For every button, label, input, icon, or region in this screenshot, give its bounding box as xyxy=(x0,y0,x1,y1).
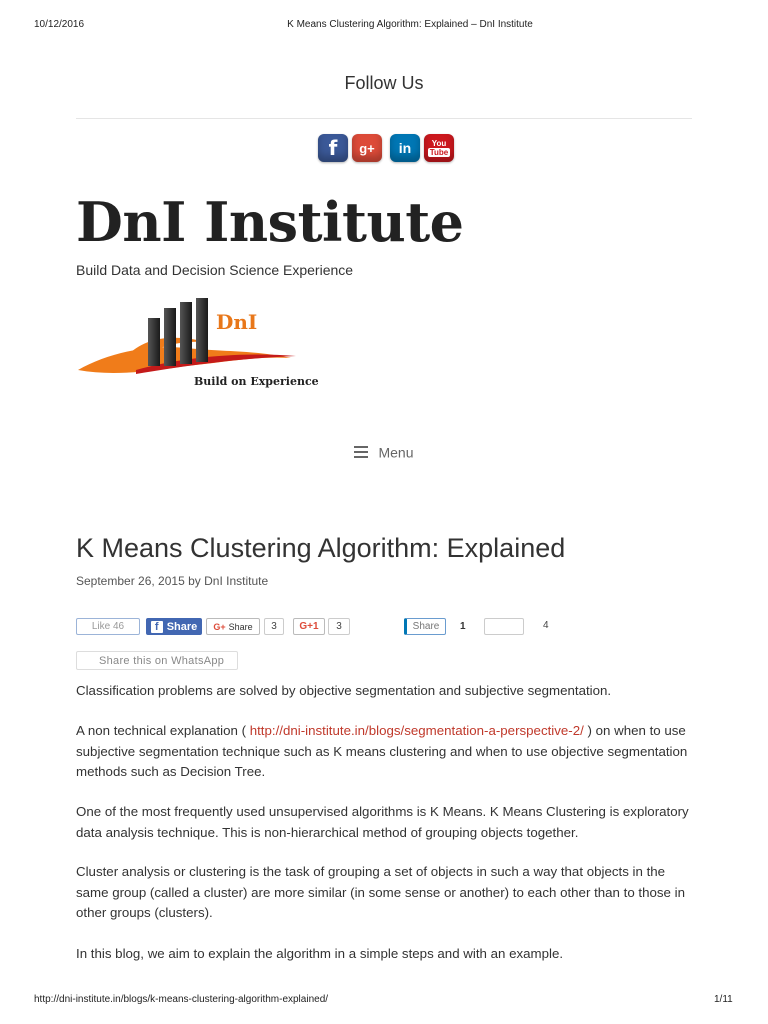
post-date[interactable]: September 26, 2015 xyxy=(76,574,185,588)
logo-text: DnI xyxy=(216,310,258,334)
facebook-icon: f xyxy=(151,621,163,633)
share-button-blank[interactable] xyxy=(484,618,524,635)
logo-slogan: Build on Experience xyxy=(194,375,319,388)
follow-us-heading: Follow Us xyxy=(344,73,424,93)
divider xyxy=(76,118,692,119)
google-plus-icon: G+ xyxy=(213,621,226,632)
linkedin-share-count: 1 xyxy=(460,621,466,632)
print-page-number: 1/11 xyxy=(714,994,733,1005)
post-title: K Means Clustering Algorithm: Explained xyxy=(76,533,566,563)
gplus-one-button[interactable]: G+1 xyxy=(293,618,325,635)
like-count: 46 xyxy=(113,621,125,632)
segmentation-link[interactable]: http://dni-institute.in/blogs/segmentation-a-perspective-2/ xyxy=(249,723,584,738)
whatsapp-share-button[interactable]: Share this on WhatsApp xyxy=(76,651,238,670)
paragraph-2-end: ) on when to use subjective segmentation technique such as K means clustering and when to use objective segmentation methods such as Decision Tree. xyxy=(76,723,688,779)
like-label: Like xyxy=(91,621,111,632)
post-by: by xyxy=(188,574,201,588)
share-count: 4 xyxy=(543,620,549,631)
site-title[interactable]: DnI Institute xyxy=(76,190,464,254)
fb-share-label: Share xyxy=(166,620,198,633)
paragraph-2-start: A non technical explanation ( xyxy=(76,723,250,738)
youtube-icon[interactable]: You Tube xyxy=(424,134,454,162)
post-meta xyxy=(76,574,268,588)
paragraph-4 xyxy=(76,862,696,924)
linkedin-icon[interactable]: in xyxy=(390,134,420,162)
paragraph-3 xyxy=(76,802,696,843)
hamburger-icon xyxy=(354,443,368,461)
gplus-share-label: Share xyxy=(228,621,253,632)
paragraph-2 xyxy=(76,721,696,783)
site-logo[interactable] xyxy=(76,292,326,397)
facebook-icon[interactable]: f xyxy=(318,134,348,162)
print-url: http://dni-institute.in/blogs/k-means-clustering-algorithm-explained/ xyxy=(34,994,329,1005)
gplus-one-count: 3 xyxy=(328,618,350,635)
google-plus-icon[interactable]: g+ xyxy=(352,134,382,162)
menu-label: Menu xyxy=(378,444,414,461)
linkedin-share-button[interactable]: Share xyxy=(404,618,446,635)
print-date: 10/12/2016 xyxy=(34,19,85,30)
google-share-button[interactable] xyxy=(206,618,260,635)
print-title: K Means Clustering Algorithm: Explained – DnI Institute xyxy=(287,19,533,30)
paragraph-5-text: In this blog, we aim to explain the algorithm in a simple steps and with an example. xyxy=(76,946,564,961)
menu-toggle[interactable] xyxy=(0,443,768,461)
facebook-share-button[interactable] xyxy=(146,618,202,635)
facebook-like-button[interactable] xyxy=(76,618,140,635)
paragraph-3-text: One of the most frequently used unsupervised algorithms is K Means. K Means Clustering is exploratory data analysis technique. This is non-hierarchical method of grouping objects together. xyxy=(76,804,689,840)
gplus-share-count: 3 xyxy=(264,618,284,635)
paragraph-1-text: Classification problems are solved by objective segmentation and subjective segmentation. xyxy=(76,683,612,698)
paragraph-5 xyxy=(76,944,696,965)
post-author[interactable]: DnI Institute xyxy=(204,574,269,588)
paragraph-4-text: Cluster analysis or clustering is the task of grouping a set of objects in such a way that objects in the same group (called a cluster) are more similar (in some sense or another) to each other than to those in other groups (clusters). xyxy=(76,864,685,920)
social-links xyxy=(318,134,454,162)
paragraph xyxy=(76,681,696,702)
site-tagline: Build Data and Decision Science Experience xyxy=(76,262,354,278)
